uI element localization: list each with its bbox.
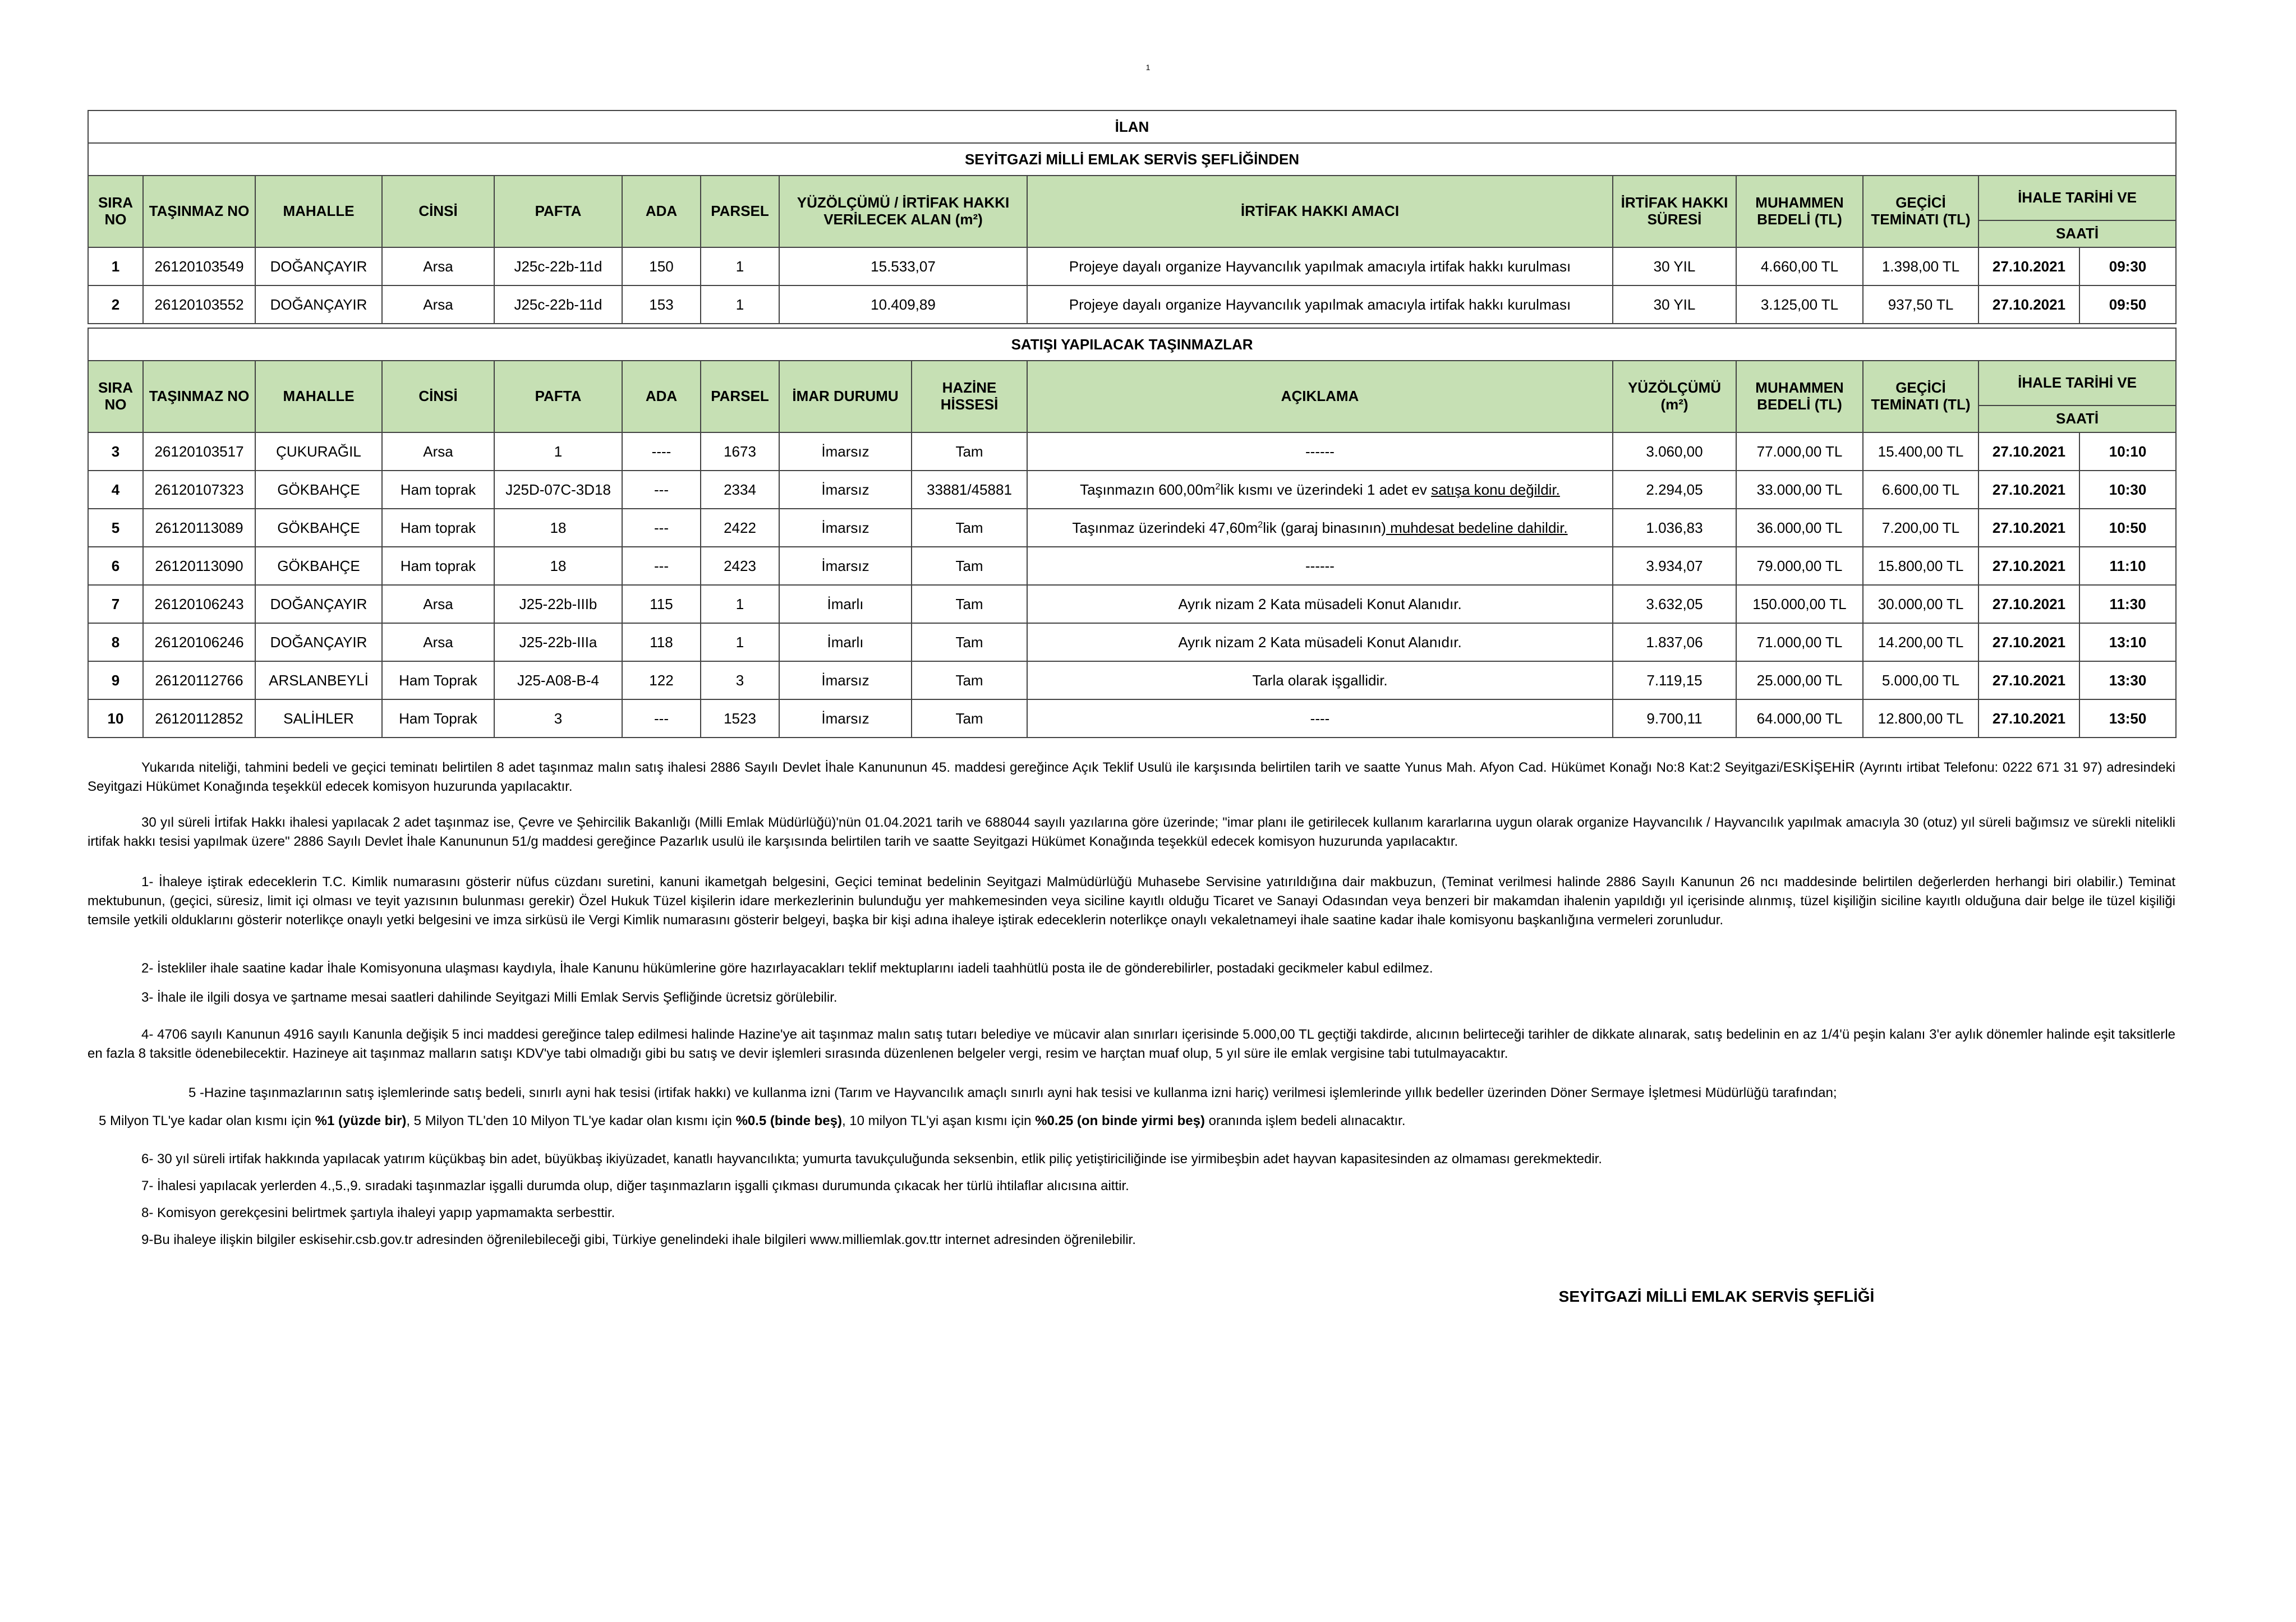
cell-aciklama: Taşınmazın $600,00m^2lik$ kısmı ve üzerindeki 1 adet ev satışa konu değildir. (1027, 471, 1613, 509)
cell-saat: 13:30 (2079, 661, 2176, 699)
cell-imar: İmarsız (779, 432, 912, 471)
cell-yuzolcumu: 9.700,11 (1613, 699, 1736, 738)
cell-aciklama: ------ (1027, 547, 1613, 585)
cell-tarih: 27.10.2021 (1978, 661, 2079, 699)
cell-aciklama: ---- (1027, 699, 1613, 738)
cell-hisse: Tam (912, 699, 1027, 738)
cell-sure: 30 YIL (1613, 285, 1736, 324)
cell-ada: --- (622, 509, 701, 547)
col-amac: İRTİFAK HAKKI AMACI (1027, 176, 1613, 247)
cell-bedel: 3.125,00 TL (1736, 285, 1863, 324)
col-parsel: PARSEL (701, 361, 779, 432)
cell-mahalle: DOĞANÇAYIR (255, 623, 382, 661)
cell-cinsi: Arsa (382, 623, 494, 661)
col-tasinmaz: TAŞINMAZ NO (143, 176, 255, 247)
cell-sira: 3 (88, 432, 143, 471)
cell-tasinmaz: 26120103552 (143, 285, 255, 324)
cell-alan: 10.409,89 (779, 285, 1027, 324)
cell-ada: 115 (622, 585, 701, 623)
cell-mahalle: GÖKBAHÇE (255, 471, 382, 509)
cell-yuzolcumu: 1.036,83 (1613, 509, 1736, 547)
cell-pafta: 3 (494, 699, 622, 738)
paragraph-1: Yukarıda niteliği, tahmini bedeli ve geçici teminatı belirtilen 8 adet taşınmaz malın satış ihalesi 2886 Sayılı Devlet İhale Kanununun 45. maddesi gereğince Açık Teklif Usulü ile karşısında belirtilen tarih ve saatte Yunus Mah. Afyon Cad. Hükümet Konağı No:8 Kat:2 Seyitgazi/ESKİŞEHİR (Ayrıntı irtibat Telefonu: 0222 671 31 97) adresindeki Seyitgazi Hükümet Konağında teşekkül edecek komisyon huzurunda yapılacaktır. (88, 760, 2175, 794)
cell-tarih: 27.10.2021 (1978, 547, 2079, 585)
cell-aciklama: Tarla olarak işgallidir. (1027, 661, 1613, 699)
paragraph-12: 9-Bu ihaleye ilişkin bilgiler eskisehir.csb.gov.tr adresinden öğrenilebileceği gibi, Türkiye genelindeki ihale bilgileri www.milliemlak.gov.ttr internet adresinden öğrenilebilir. (141, 1232, 1136, 1247)
cell-yuzolcumu: 7.119,15 (1613, 661, 1736, 699)
cell-bedel: 33.000,00 TL (1736, 471, 1863, 509)
cell-teminat: 15.800,00 TL (1863, 547, 1978, 585)
cell-parsel: 1 (701, 623, 779, 661)
cell-mahalle: ÇUKURAĞIL (255, 432, 382, 471)
cell-sira: 8 (88, 623, 143, 661)
paragraph-6: 4- 4706 sayılı Kanunun 4916 sayılı Kanunla değişik 5 inci maddesi gereğince talep edilmesi halinde Hazine'ye ait taşınmaz malın satış tutarı belediye ve mücavir alan sınırları içerisinde 5.000,00 TL geçtiği takdirde, alıcının belirteceği tarihler de dikkate alınarak, satış bedelinin en az 1/4'ü peşin kalanı 3'er aylık dönemler halinde eşit taksitlerle en fazla 8 taksitle ödenebilecektir. Hazineye ait taşınmaz malların satışı KDV'ye tabi olmadığı gibi bu satış ve devir işlemleri sırasında düzenlenen belgeler vergi, resim ve harçtan muaf olup, 5 yıl süre ile emlak vergisine tabi tutulmayacaktır. (88, 1027, 2175, 1061)
cell-hisse: Tam (912, 547, 1027, 585)
cell-bedel: 71.000,00 TL (1736, 623, 1863, 661)
cell-ada: 118 (622, 623, 701, 661)
cell-saat: 09:30 (2079, 247, 2176, 285)
cell-mahalle: DOĞANÇAYIR (255, 585, 382, 623)
cell-parsel: 1 (701, 247, 779, 285)
cell-sira: 7 (88, 585, 143, 623)
cell-saat: 11:30 (2079, 585, 2176, 623)
cell-aciklama: Ayrık nizam 2 Kata müsadeli Konut Alanıdır. (1027, 585, 1613, 623)
cell-cinsi: Ham toprak (382, 509, 494, 547)
cell-ada: --- (622, 471, 701, 509)
cell-bedel: 77.000,00 TL (1736, 432, 1863, 471)
cell-tasinmaz: 26120106246 (143, 623, 255, 661)
cell-saat: 10:10 (2079, 432, 2176, 471)
col-sure: İRTİFAK HAKKI SÜRESİ (1613, 176, 1736, 247)
cell-pafta: J25c-22b-11d (494, 247, 622, 285)
section-title: SATIŞI YAPILACAK TAŞINMAZLAR (88, 328, 2176, 361)
cell-mahalle: SALİHLER (255, 699, 382, 738)
cell-mahalle: ARSLANBEYLİ (255, 661, 382, 699)
col-parsel: PARSEL (701, 176, 779, 247)
col-saati: SAATİ (1978, 406, 2176, 432)
cell-saat: 10:30 (2079, 471, 2176, 509)
col-pafta: PAFTA (494, 176, 622, 247)
cell-bedel: 64.000,00 TL (1736, 699, 1863, 738)
col-imar: İMAR DURUMU (779, 361, 912, 432)
table-row (88, 471, 2176, 509)
cell-hisse: 33881/45881 (912, 471, 1027, 509)
table-row (88, 661, 2176, 699)
table-row (88, 285, 2176, 324)
cell-teminat: 5.000,00 TL (1863, 661, 1978, 699)
col-cinsi: CİNSİ (382, 361, 494, 432)
col-saati: SAATİ (1978, 220, 2176, 247)
col-ada: ADA (622, 176, 701, 247)
cell-tasinmaz: 26120112852 (143, 699, 255, 738)
col-ihale: İHALE TARİHİ VE (1978, 176, 2176, 220)
cell-teminat: 7.200,00 TL (1863, 509, 1978, 547)
cell-imar: İmarlı (779, 623, 912, 661)
paragraph-7: 5 -Hazine taşınmazlarının satış işlemlerinde satış bedeli, sınırlı ayni hak tesisi (irtifak hakkı) ve kullanma izni (Tarım ve Hayvancılık amaçlı sınırlı ayni hak tesisi ve kullanma izni hariç) verilmesi işlemlerinde yıllık bedeller üzerinden Döner Sermaye İşletmesi Müdürlüğü tarafından; (188, 1085, 1837, 1100)
cell-tasinmaz: 26120113090 (143, 547, 255, 585)
cell-hisse: Tam (912, 623, 1027, 661)
cell-teminat: 1.398,00 TL (1863, 247, 1978, 285)
paragraph-10: 7- İhalesi yapılacak yerlerden 4.,5.,9. sıradaki taşınmazlar işgalli durumda olup, diğer taşınmazların işgalli çıkması durumunda çıkacak her türlü ihtilaflar alıcısına aittir. (141, 1178, 1129, 1194)
cell-imar: İmarlı (779, 585, 912, 623)
cell-imar: İmarsız (779, 661, 912, 699)
col-ihale: İHALE TARİHİ VE (1978, 361, 2176, 406)
cell-sira: 6 (88, 547, 143, 585)
cell-tasinmaz: 26120107323 (143, 471, 255, 509)
cell-bedel: 25.000,00 TL (1736, 661, 1863, 699)
col-sira: SIRA NO (88, 176, 143, 247)
cell-parsel: 1 (701, 285, 779, 324)
cell-parsel: 2334 (701, 471, 779, 509)
paragraph-8: 5 Milyon TL'ye kadar olan kısmı için %1 (yüzde bir), 5 Milyon TL'den 10 Milyon TL'ye kadar olan kısmı için %0.5 (binde beş), 10 milyon TL'yi aşan kısmı için %0.25 (on binde yirmi beş) oranında işlem bedeli alınacaktır. (99, 1113, 1406, 1128)
cell-tasinmaz: 26120113089 (143, 509, 255, 547)
cell-yuzolcumu: 3.060,00 (1613, 432, 1736, 471)
cell-mahalle: DOĞANÇAYIR (255, 285, 382, 324)
cell-amac: Projeye dayalı organize Hayvancılık yapılmak amacıyla irtifak hakkı kurulması (1027, 247, 1613, 285)
cell-tarih: 27.10.2021 (1978, 432, 2079, 471)
col-tasinmaz: TAŞINMAZ NO (143, 361, 255, 432)
cell-cinsi: Ham Toprak (382, 699, 494, 738)
cell-imar: İmarsız (779, 509, 912, 547)
col-teminat: GEÇİCİ TEMİNATI (TL) (1863, 176, 1978, 247)
cell-imar: İmarsız (779, 471, 912, 509)
col-bedel: MUHAMMEN BEDELİ (TL) (1736, 361, 1863, 432)
table-row (88, 509, 2176, 547)
cell-pafta: 18 (494, 509, 622, 547)
cell-pafta: 1 (494, 432, 622, 471)
table-row (88, 432, 2176, 471)
paragraph-2: 30 yıl süreli İrtifak Hakkı ihalesi yapılacak 2 adet taşınmaz ise, Çevre ve Şehircilik Bakanlığı (Milli Emlak Müdürlüğü)'nün 01.04.2021 tarih ve 688044 sayılı yazılarına göre üzerinde; "imar planı ile getirilecek kullanım kararlarına uygun olarak organize Hayvancılık / Hayvancılık yapılmak amacıyla 30 (otuz) yıl süreli bağımsız ve sürekli nitelikli irtifak hakkı tesisi yapılmak üzere" 2886 Sayılı Devlet İhale Kanununun 51/g maddesi gereğince Pazarlık usulü ile karşısında belirtilen tarih ve saatte Seyitgazi Hükümet Konağında teşekkül edecek komisyon huzurunda yapılacaktır. (88, 815, 2175, 849)
cell-imar: İmarsız (779, 547, 912, 585)
cell-tarih: 27.10.2021 (1978, 247, 2079, 285)
cell-ada: --- (622, 547, 701, 585)
cell-hisse: Tam (912, 509, 1027, 547)
cell-parsel: 1 (701, 585, 779, 623)
cell-pafta: 18 (494, 547, 622, 585)
cell-tasinmaz: 26120103549 (143, 247, 255, 285)
cell-yuzolcumu: 1.837,06 (1613, 623, 1736, 661)
notice-subtitle: SEYİTGAZİ MİLLİ EMLAK SERVİS ŞEFLİĞİNDEN (88, 143, 2176, 176)
cell-saat: 11:10 (2079, 547, 2176, 585)
cell-pafta: J25-22b-IIIa (494, 623, 622, 661)
paragraph-4: 2- İstekliler ihale saatine kadar İhale Komisyonuna ulaşması kaydıyla, İhale Kanunu hükümlerine göre hazırlayacakları teklif mektuplarını iadeli taahhütlü posta ile de gönderebilirler, postadaki gecikmeler kabul edilmez. (141, 961, 1433, 976)
col-sira: SIRA NO (88, 361, 143, 432)
cell-pafta: J25-A08-B-4 (494, 661, 622, 699)
col-bedel: MUHAMMEN BEDELİ (TL) (1736, 176, 1863, 247)
col-ada: ADA (622, 361, 701, 432)
col-aciklama: AÇIKLAMA (1027, 361, 1613, 432)
cell-cinsi: Arsa (382, 432, 494, 471)
cell-aciklama: Taşınmaz üzerindeki $47,60m^2lik$ (garaj binasının) muhdesat bedeline dahildir. (1027, 509, 1613, 547)
signature: SEYİTGAZİ MİLLİ EMLAK SERVİS ŞEFLİĞİ (1558, 1288, 1875, 1305)
cell-saat: 13:10 (2079, 623, 2176, 661)
cell-hisse: Tam (912, 585, 1027, 623)
cell-bedel: 4.660,00 TL (1736, 247, 1863, 285)
cell-tarih: 27.10.2021 (1978, 585, 2079, 623)
table-row (88, 585, 2176, 623)
cell-tarih: 27.10.2021 (1978, 509, 2079, 547)
cell-saat: 10:50 (2079, 509, 2176, 547)
irtifak-table (88, 110, 2177, 324)
cell-cinsi: Ham toprak (382, 471, 494, 509)
col-cinsi: CİNSİ (382, 176, 494, 247)
cell-sira: 9 (88, 661, 143, 699)
paragraph-3: 1- İhaleye iştirak edeceklerin T.C. Kimlik numarasını gösterir nüfus cüzdanı suretini, kanuni ikametgah belgesini, Geçici teminat bedelinin Seyitgazi Malmüdürlüğü Muhasebe Servisine yatırıldığına dair makbuzun, (Teminat verilmesi halinde 2886 Sayılı Kanunun 26 ncı maddesinde belirtilen değerlerden herhangi biri olabilir.) Teminat mektubunun, (geçici, süresiz, limit içi olması ve teyit yazısının bulunması gerekir) Özel Hukuk Tüzel kişilerin idare merkezlerinin bulunduğu yer mahkemesinden veya siciline kayıtlı olduğu Ticaret ve Sanayi Odasından veya benzeri bir makamdan ihalenin yapıldığı yıl içerisinde alınmış, tüzel kişiliğin siciline kayıtlı olduğuna dair belge ile tüzel kişiliği temsile yetkili olduklarını gösterir noterlikçe onaylı yetki belgesini ve imza sirküsü ile Vergi Kimlik numarasını gösterir belgeyi, başka bir kişi adına ihaleye iştirak edeceklerin noterlikçe onaylı vekaletnameyi ihale saatine kadar ihale komisyonu başkanlığına vermeleri zorunludur. (88, 874, 2175, 928)
cell-teminat: 30.000,00 TL (1863, 585, 1978, 623)
satis-table (88, 328, 2177, 738)
cell-teminat: 14.200,00 TL (1863, 623, 1978, 661)
cell-parsel: 1673 (701, 432, 779, 471)
cell-parsel: 2422 (701, 509, 779, 547)
table-row (88, 623, 2176, 661)
cell-hisse: Tam (912, 432, 1027, 471)
cell-teminat: 937,50 TL (1863, 285, 1978, 324)
cell-yuzolcumu: 3.934,07 (1613, 547, 1736, 585)
cell-sira: 2 (88, 285, 143, 324)
col-alan: YÜZÖLÇÜMÜ / İRTİFAK HAKKI VERİLECEK ALAN (m²) (779, 176, 1027, 247)
cell-imar: İmarsız (779, 699, 912, 738)
cell-parsel: 1523 (701, 699, 779, 738)
paragraph-5: 3- İhale ile ilgili dosya ve şartname mesai saatleri dahilinde Seyitgazi Milli Emlak Servis Şefliğinde ücretsiz görülebilir. (141, 990, 838, 1005)
paragraph-11: 8- Komisyon gerekçesini belirtmek şartıyla ihaleyi yapıp yapmamakta serbesttir. (141, 1205, 615, 1220)
cell-aciklama: ------ (1027, 432, 1613, 471)
paragraph-9: 6- 30 yıl süreli irtifak hakkında yapılacak yatırım küçükbaş bin adet, büyükbaş ikiyüzadet, kanatlı hayvancılıkta; yumurta tavukçuluğunda seksenbin, etlik piliç yetiştiriciliğinde ise yirmibeşbin adet hayvan kapasitesinden az olmaması gerekmektedir. (141, 1151, 1602, 1167)
cell-sira: 4 (88, 471, 143, 509)
cell-saat: 09:50 (2079, 285, 2176, 324)
cell-ada: --- (622, 699, 701, 738)
cell-pafta: J25c-22b-11d (494, 285, 622, 324)
cell-tarih: 27.10.2021 (1978, 471, 2079, 509)
cell-cinsi: Arsa (382, 247, 494, 285)
cell-tarih: 27.10.2021 (1978, 699, 2079, 738)
notice-title: İLAN (88, 110, 2176, 143)
cell-tarih: 27.10.2021 (1978, 285, 2079, 324)
cell-ada: 153 (622, 285, 701, 324)
cell-tasinmaz: 26120112766 (143, 661, 255, 699)
cell-amac: Projeye dayalı organize Hayvancılık yapılmak amacıyla irtifak hakkı kurulması (1027, 285, 1613, 324)
table-row (88, 247, 2176, 285)
cell-mahalle: DOĞANÇAYIR (255, 247, 382, 285)
table-row (88, 547, 2176, 585)
cell-cinsi: Arsa (382, 285, 494, 324)
table-row (88, 699, 2176, 738)
cell-parsel: 2423 (701, 547, 779, 585)
cell-pafta: J25-22b-IIIb (494, 585, 622, 623)
col-mahalle: MAHALLE (255, 361, 382, 432)
cell-ada: 150 (622, 247, 701, 285)
col-pafta: PAFTA (494, 361, 622, 432)
cell-alan: 15.533,07 (779, 247, 1027, 285)
col-hisse: HAZİNE HİSSESİ (912, 361, 1027, 432)
cell-ada: 122 (622, 661, 701, 699)
cell-aciklama: Ayrık nizam 2 Kata müsadeli Konut Alanıdır. (1027, 623, 1613, 661)
cell-ada: ---- (622, 432, 701, 471)
cell-pafta: J25D-07C-3D18 (494, 471, 622, 509)
cell-sira: 10 (88, 699, 143, 738)
cell-parsel: 3 (701, 661, 779, 699)
col-yuzolcumu: YÜZÖLÇÜMÜ (m²) (1613, 361, 1736, 432)
cell-bedel: 36.000,00 TL (1736, 509, 1863, 547)
cell-tasinmaz: 26120106243 (143, 585, 255, 623)
cell-cinsi: Ham Toprak (382, 661, 494, 699)
col-teminat: GEÇİCİ TEMİNATI (TL) (1863, 361, 1978, 432)
cell-teminat: 15.400,00 TL (1863, 432, 1978, 471)
col-mahalle: MAHALLE (255, 176, 382, 247)
cell-yuzolcumu: 3.632,05 (1613, 585, 1736, 623)
cell-cinsi: Arsa (382, 585, 494, 623)
cell-teminat: 12.800,00 TL (1863, 699, 1978, 738)
cell-hisse: Tam (912, 661, 1027, 699)
cell-bedel: 150.000,00 TL (1736, 585, 1863, 623)
cell-cinsi: Ham toprak (382, 547, 494, 585)
cell-sira: 5 (88, 509, 143, 547)
cell-yuzolcumu: 2.294,05 (1613, 471, 1736, 509)
cell-mahalle: GÖKBAHÇE (255, 547, 382, 585)
cell-mahalle: GÖKBAHÇE (255, 509, 382, 547)
cell-tarih: 27.10.2021 (1978, 623, 2079, 661)
cell-saat: 13:50 (2079, 699, 2176, 738)
page-number: 1 (1145, 63, 1151, 72)
cell-sure: 30 YIL (1613, 247, 1736, 285)
cell-tasinmaz: 26120103517 (143, 432, 255, 471)
cell-bedel: 79.000,00 TL (1736, 547, 1863, 585)
cell-sira: 1 (88, 247, 143, 285)
cell-teminat: 6.600,00 TL (1863, 471, 1978, 509)
